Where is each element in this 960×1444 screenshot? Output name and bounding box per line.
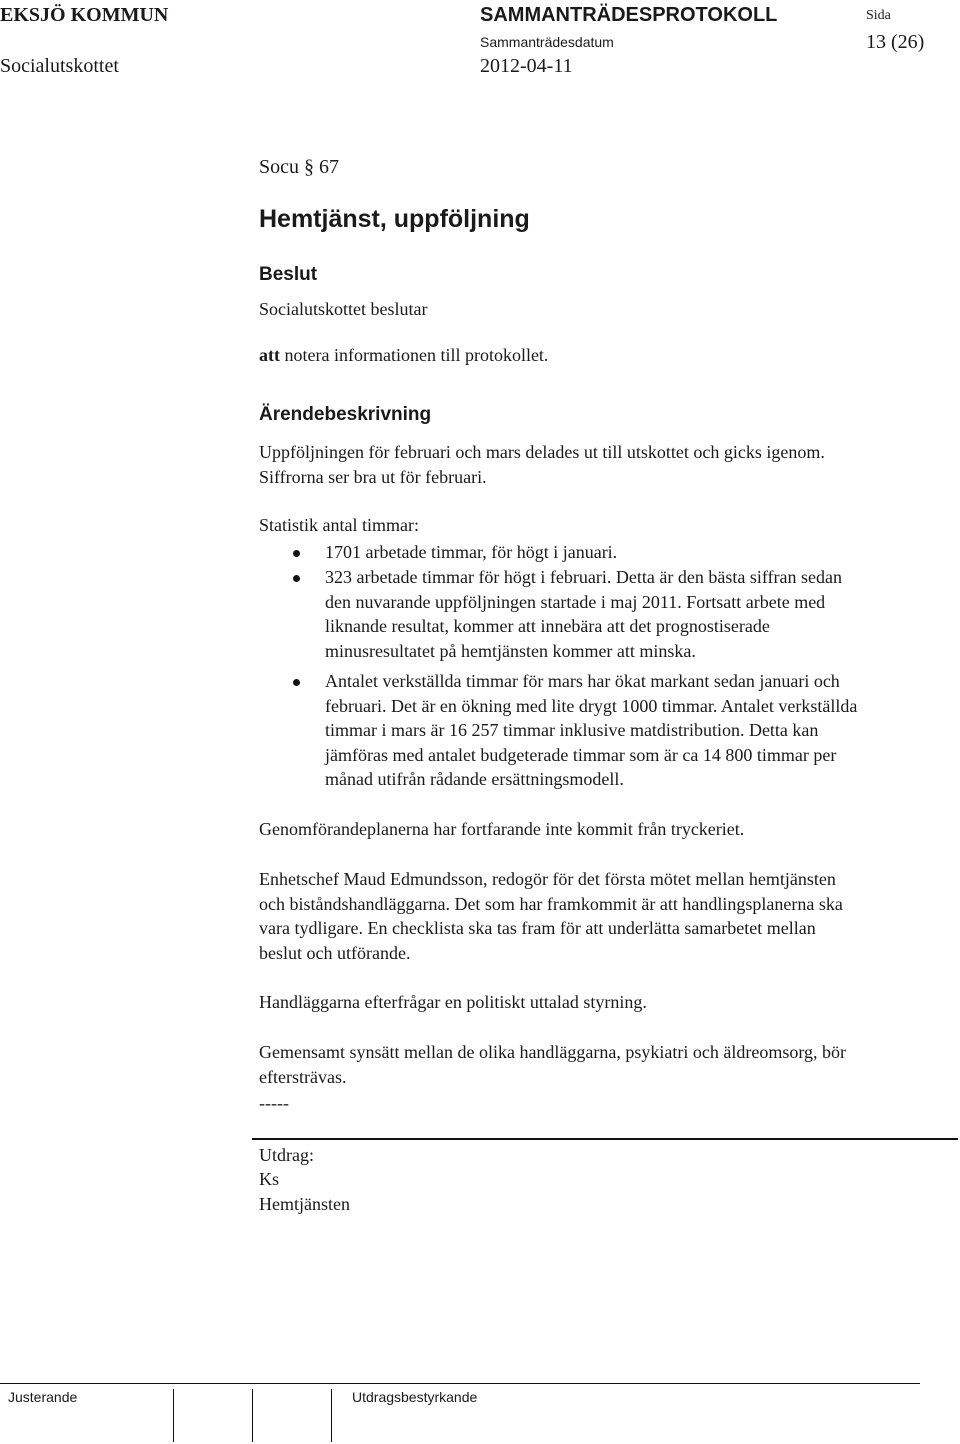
paragraph-line: Gemensamt synsätt mellan de olika handläggarna, psykiatri och äldreomsorg, bör [259,1042,847,1062]
paragraph-styrning: Handläggarna efterfrågar en politiskt uttalad styrning. [259,992,647,1012]
bullet-dot [293,550,300,557]
paragraph-line: och biståndshandläggarna. Det som har framkommit är att handlingsplanerna ska [259,893,843,914]
beslut-intro: Socialutskottet beslutar [259,299,428,319]
bullet-item-2 [325,565,955,663]
paragraph-line: vara tydligare. En checklista ska tas fram för att underlätta samarbetet mellan [259,918,816,939]
bullet-item-1 [325,540,955,565]
decision-text: notera informationen till protokollet. [280,345,549,365]
signature-box-divider [331,1389,332,1442]
bullet-line: timmar i mars är 16 257 timmar inklusive matdistribution. Detta kan [325,720,819,741]
end-mark: ----- [259,1093,289,1113]
bullet-line: 1701 arbetade timmar, för högt i januari. [325,542,618,562]
utdrag-label: Utdrag: [259,1145,314,1165]
bullet-line: februari. Det är en ökning med lite drygt 1000 timmar. Antalet verkställda [325,695,858,716]
bullet-line: Antalet verkställda timmar för mars har ökat markant sedan januari och [325,671,840,691]
bullet-line: 323 arbetade timmar för högt i februari. Detta är den bästa siffran sedan [325,567,842,587]
beslut-heading: Beslut [259,264,318,285]
utdrag-divider [252,1138,958,1140]
utdragsbestyrkande-label: Utdragsbestyrkande [352,1389,478,1405]
date-label: Sammanträdesdatum [480,34,614,50]
meeting-date: 2012-04-11 [480,55,573,77]
footer-divider [0,1383,920,1384]
bullet-dot [293,679,300,686]
beslut-decision [259,343,548,368]
utdrag-recipient: Ks [259,1169,280,1189]
att-keyword: att [259,345,280,365]
arendebeskrivning-heading: Ärendebeskrivning [259,404,432,425]
organization-name: EKSJÖ KOMMUN [0,4,169,26]
paragraph-genomforandeplaner: Genomförandeplanerna har fortfarande inte kommit från tryckeriet. [259,819,745,839]
signature-box-divider [173,1389,174,1442]
bullet-line: den nuvarande uppföljningen startade i maj 2011. Fortsatt arbete med [325,591,826,612]
paragraph-synsatt [259,1040,949,1089]
signature-box-divider [252,1389,253,1442]
page-label: Sida [866,8,891,23]
statistics-label: Statistik antal timmar: [259,515,419,535]
page-number: 13 (26) [866,31,925,53]
bullet-line: jämföras med antalet budgeterade timmar som är ca 14 800 timmar per [325,744,837,765]
bullet-line: månad utifrån rådande ersättningsmodell. [325,769,624,790]
paragraph-line: eftersträvas. [259,1066,347,1087]
committee-name: Socialutskottet [0,55,119,77]
section-title: Hemtjänst, uppföljning [259,205,530,233]
utdrag-recipient: Hemtjänsten [259,1194,350,1214]
bullet-line: minusresultatet på hemtjänsten kommer att minska. [325,640,696,661]
section-reference: Socu § 67 [259,156,339,178]
intro-line-1: Uppföljningen för februari och mars delades ut till utskottet och gicks igenom. [259,442,825,462]
intro-line-2: Siffrorna ser bra ut för februari. [259,467,487,487]
bullet-dot [293,575,300,582]
justerande-label: Justerande [8,1389,78,1405]
bullet-item-3 [325,669,955,792]
document-type: SAMMANTRÄDESPROTOKOLL [480,4,778,26]
paragraph-line: beslut och utförande. [259,942,411,963]
paragraph-enhetschef [259,867,949,965]
paragraph-line: Enhetschef Maud Edmundsson, redogör för det första mötet mellan hemtjänsten [259,869,836,889]
bullet-line: liknande resultat, kommer att innebära att det prognostiserade [325,616,770,637]
